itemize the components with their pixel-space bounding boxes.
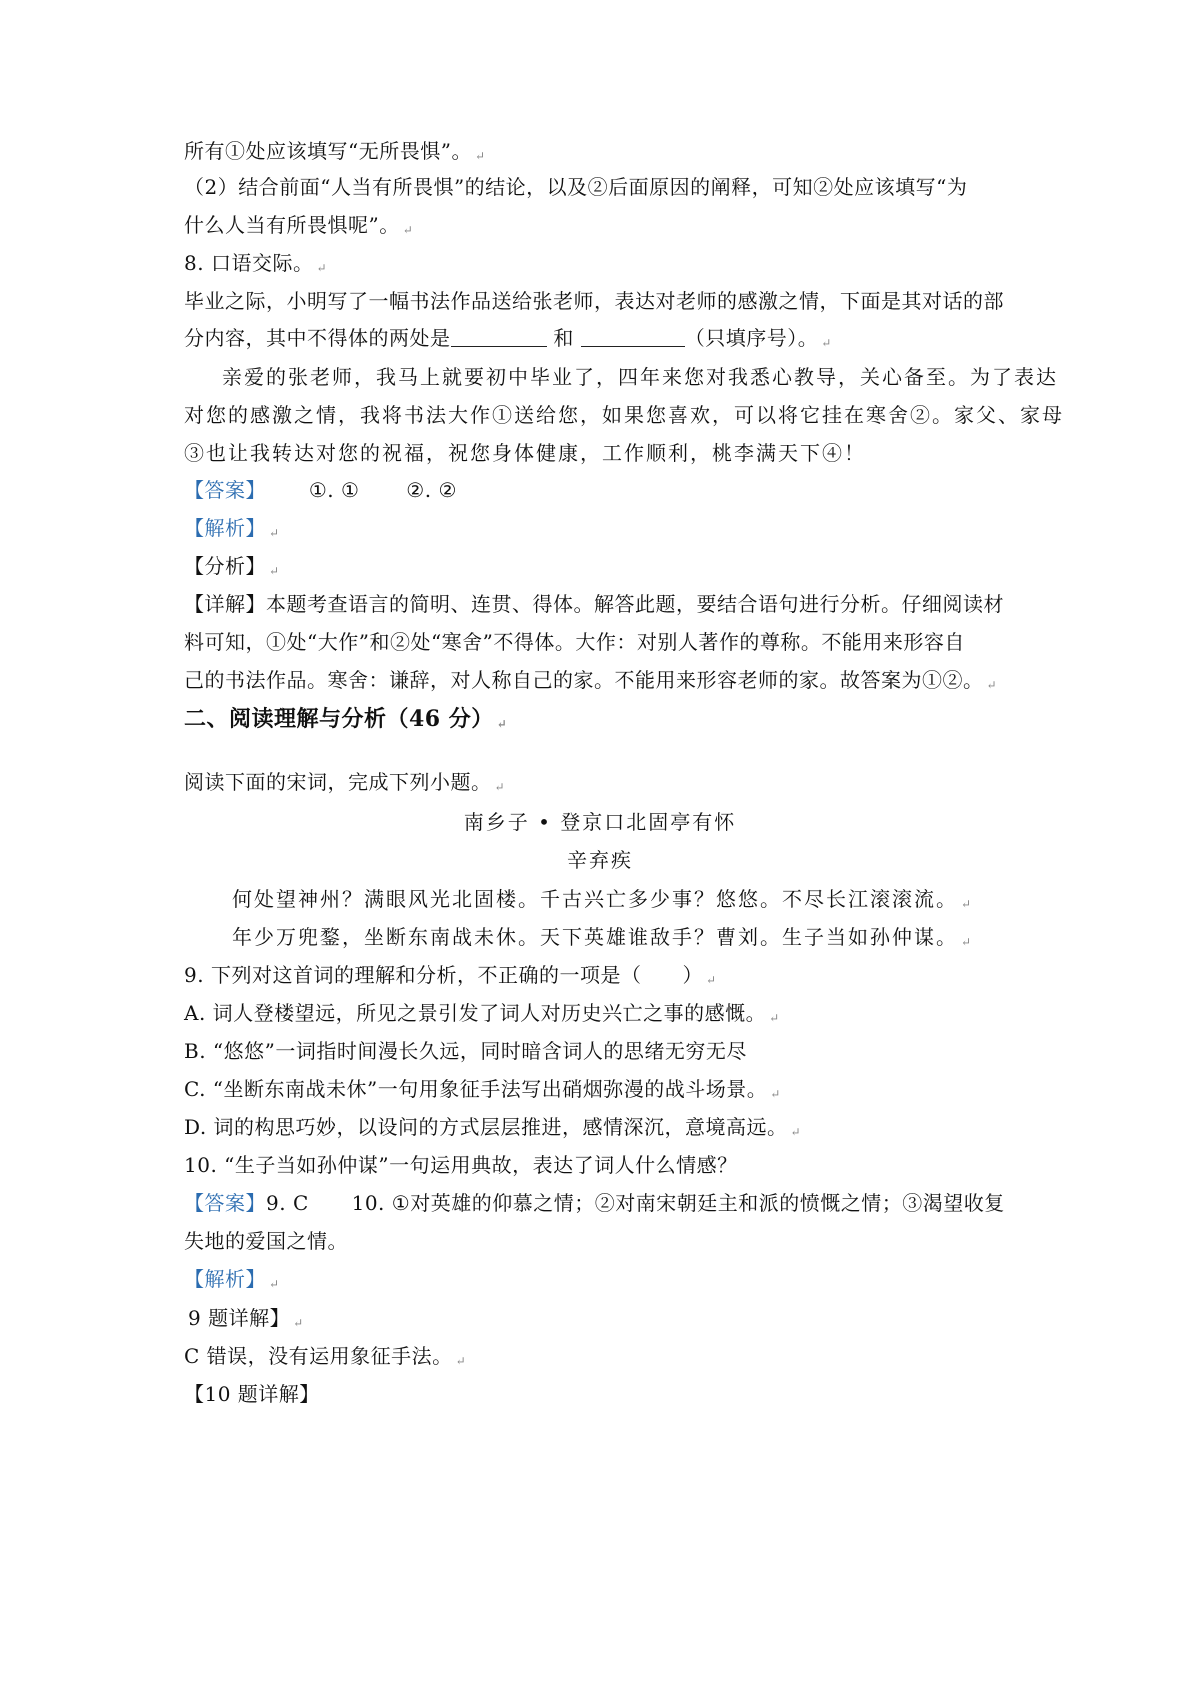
answer-line: 【答案】9. C 10. ①对英雄的仰慕之情；②对南宋朝廷主和派的愤慨之情；③渴望收复 <box>184 1191 1005 1215</box>
option-a: A. 词人登楼望远，所见之景引发了词人对历史兴亡之事的感慨。 ↵ <box>184 1001 780 1025</box>
poem-author: 辛弃疾 <box>567 848 633 872</box>
detail-line: 己的书法作品。寒舍：谦辞，对人称自己的家。不能用来形容老师的家。故答案为①②。 ↵ <box>184 668 998 692</box>
analysis-tag: 【解析】 ↵ <box>184 1267 280 1291</box>
detail-line: C 错误，没有运用象征手法。 ↵ <box>184 1344 467 1368</box>
question-10-stem: 10. “生子当如孙仲谋”一句运用典故，表达了词人什么情感？ <box>184 1153 738 1177</box>
text-line: 什么人当有所畏惧呢”。 ↵ <box>184 213 414 237</box>
answer-line: 失地的爱国之情。 <box>184 1229 348 1253</box>
question-8-title: 8. 口语交际。 ↵ <box>184 251 328 275</box>
poem-line: 何处望神州？满眼风光北固楼。千古兴亡多少事？悠悠。不尽长江滚滚流。 ↵ <box>232 887 974 911</box>
text-line: （2）结合前面“人当有所畏惧”的结论，以及②后面原因的阐释，可知②处应该填写“为 <box>184 175 968 199</box>
text-line: 所有①处应该填写“无所畏惧”。 ↵ <box>184 139 486 163</box>
poem-title: 南乡子 • 登京口北固亭有怀 <box>463 810 737 834</box>
dialog-line: ③也让我转达对您的祝福，祝您身体健康，工作顺利，桃李满天下④！ <box>184 441 866 465</box>
analysis-tag: 【解析】 ↵ <box>184 516 280 540</box>
option-d: D. 词的构思巧妙，以设问的方式层层推进，感情深沉，意境高远。 ↵ <box>184 1115 802 1139</box>
dialog-line: 亲爱的张老师，我马上就要初中毕业了，四年来您对我悉心教导，关心备至。为了表达 <box>222 365 1058 389</box>
question-8-answer: 【答案】 ①. ① ②. ② <box>184 478 457 502</box>
question-8-stem: 分内容，其中不得体的两处是 和 （只填序号）。 ↵ <box>184 326 832 350</box>
analysis-tag: 【分析】 ↵ <box>184 554 280 578</box>
option-c: C. “坐断东南战未休”一句用象征手法写出硝烟弥漫的战斗场景。 ↵ <box>184 1077 781 1101</box>
detail-head: 9 题详解】 ↵ <box>188 1306 304 1330</box>
answer-blank[interactable] <box>581 328 685 347</box>
section-title: 二、阅读理解与分析（46 分） ↵ <box>184 706 508 732</box>
poem-line: 年少万兜鍪，坐断东南战未休。天下英雄谁敌手？曹刘。生子当如孙仲谋。 ↵ <box>232 925 974 949</box>
question-8-stem: 毕业之际，小明写了一幅书法作品送给张老师，表达对老师的感激之情，下面是其对话的部 <box>184 289 1004 313</box>
detail-line: 【详解】本题考查语言的简明、连贯、得体。解答此题，要结合语句进行分析。仔细阅读材 <box>184 592 1004 616</box>
question-9-stem: 9. 下列对这首词的理解和分析，不正确的一项是（ ） ↵ <box>184 963 717 987</box>
reading-intro: 阅读下面的宋词，完成下列小题。 ↵ <box>184 770 506 794</box>
option-b: B. “悠悠”一词指时间漫长久远，同时暗含词人的思绪无穷无尽 <box>184 1039 747 1063</box>
answer-blank[interactable] <box>451 328 547 347</box>
detail-line: 料可知，①处“大作”和②处“寒舍”不得体。大作：对别人著作的尊称。不能用来形容自 <box>184 630 965 654</box>
detail-head: 【10 题详解】 <box>184 1382 320 1406</box>
dialog-line: 对您的感激之情，我将书法大作①送给您，如果您喜欢，可以将它挂在寒舍②。家父、家母 <box>184 403 1064 427</box>
